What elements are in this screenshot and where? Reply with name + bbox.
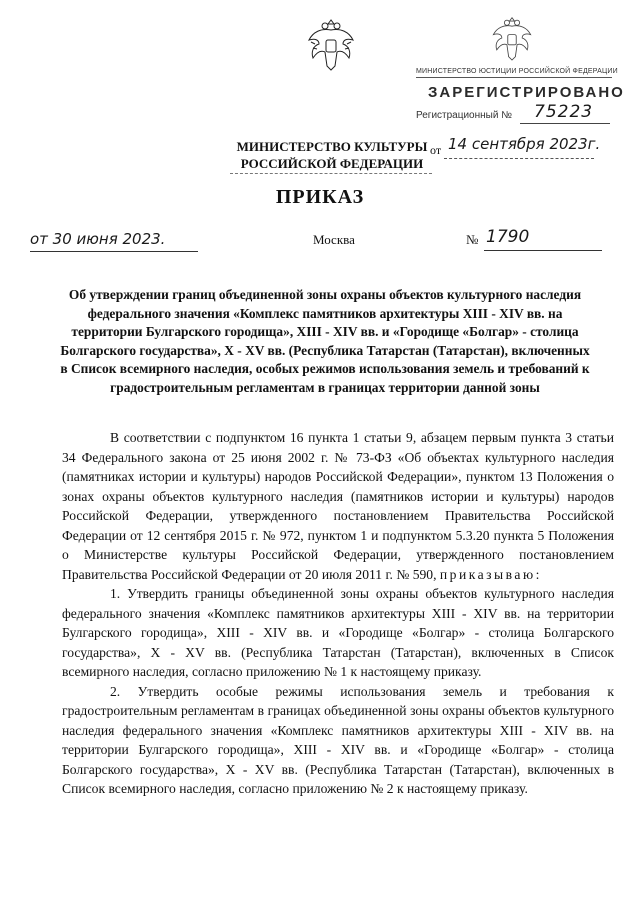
ministry-header: [232, 138, 432, 172]
body-preamble: [62, 428, 614, 584]
order-date: от 30 июня 2023.: [30, 230, 166, 248]
stamp-date-prefix: от: [430, 143, 442, 157]
order-number-line: [484, 250, 602, 251]
stamp-reg-number: 75223: [534, 102, 594, 122]
registration-stamp: [416, 68, 625, 140]
order-number-label: №: [466, 232, 479, 247]
stamp-emblem: [490, 12, 534, 64]
ministry-line-2: РОССИЙСКОЙ ФЕДЕРАЦИИ: [240, 156, 424, 171]
header-underline: [230, 173, 432, 174]
body-item-1: 1. Утвердить границы объединенной зоны охраны объектов культурного наследия федерального значения «Комплекс памятников архитектуры XIII - XIV вв. на территории Булгарского городища», XIII - XIV вв. и «Городище «Болгар» - столица Болгарского государства», X - XV вв. (Республика Татарстан (Татарстан), включенных в Список всемирного наследия, согласно приложению № 1 к настоящему приказу.: [62, 586, 614, 679]
stamp-reg-number-line: [520, 123, 610, 124]
coat-of-arms-emblem: [305, 14, 357, 74]
ministry-line-1: МИНИСТЕРСТВО КУЛЬТУРЫ: [236, 139, 428, 154]
orders-word: приказываю:: [439, 566, 542, 582]
order-date-line: [30, 251, 198, 252]
stamp-ministry: МИНИСТЕРСТВО ЮСТИЦИИ РОССИЙСКОЙ ФЕДЕРАЦИИ: [416, 68, 612, 78]
order-subject: Об утверждении границ объединенной зоны охраны объектов культурного наследия федерального значения «Комплекс памятников архитектуры XIII - XIV вв. на территории Булгарского городища», XIII - XIV вв. и «Городище «Болгар» - столица Болгарского государства», X - XV вв. (Республика Татарстан (Татарстан), включенных в Список всемирного наследия, особых режимов использования земель и требований к градостроительным регламентам в границах территории данной зоны: [60, 287, 590, 395]
document-title: ПРИКАЗ: [275, 186, 365, 208]
stamp-reg-number-label: Регистрационный №: [416, 110, 512, 121]
preamble-text: В соответствии с подпунктом 16 пункта 1 статьи 9, абзацем первым пункта 3 статьи 34 Федерального закона от 25 июня 2002 г. № 73-ФЗ «Об объектах культурного наследия (памятниках истории и культуры) народов Российской Федерации», пунктом 13 Положения о зонах охраны объектов культурного наследия (памятников истории и культуры) народов Российской Федерации, утвержденного постановлением Правительства Российской Федерации от 12 сентября 2015 г. № 972, пунктом 1 и подпунктом 5.3.20 пункта 5 Положения о Министерстве культуры Российской Федерации, утвержденного постановлением Правительства Российской Федерации от 20 июля 2011 г. № 590,: [62, 430, 614, 582]
stamp-registered: ЗАРЕГИСТРИРОВАНО: [428, 84, 625, 101]
body-item-2: 2. Утвердить особые режимы использования земель и требования к градостроительным регламентам в границах объединенной зоны охраны объектов культурного наследия федерального значения «Комплекс памятников архитектуры XIII - XIV вв. на территории Булгарского городища», XIII - XIV вв. и «Городище «Болгар» - столица Болгарского государства», X - XV вв. (Республика Татарстан (Татарстан), включенных в Список всемирного наследия, согласно приложению № 2 к настоящему приказу.: [62, 683, 614, 796]
order-body: [62, 428, 614, 799]
stamp-date-line: [444, 158, 594, 159]
order-number: 1790: [486, 227, 530, 247]
stamp-reg-date: 14 сентября 2023г.: [448, 135, 601, 153]
order-city: Москва: [313, 232, 355, 247]
